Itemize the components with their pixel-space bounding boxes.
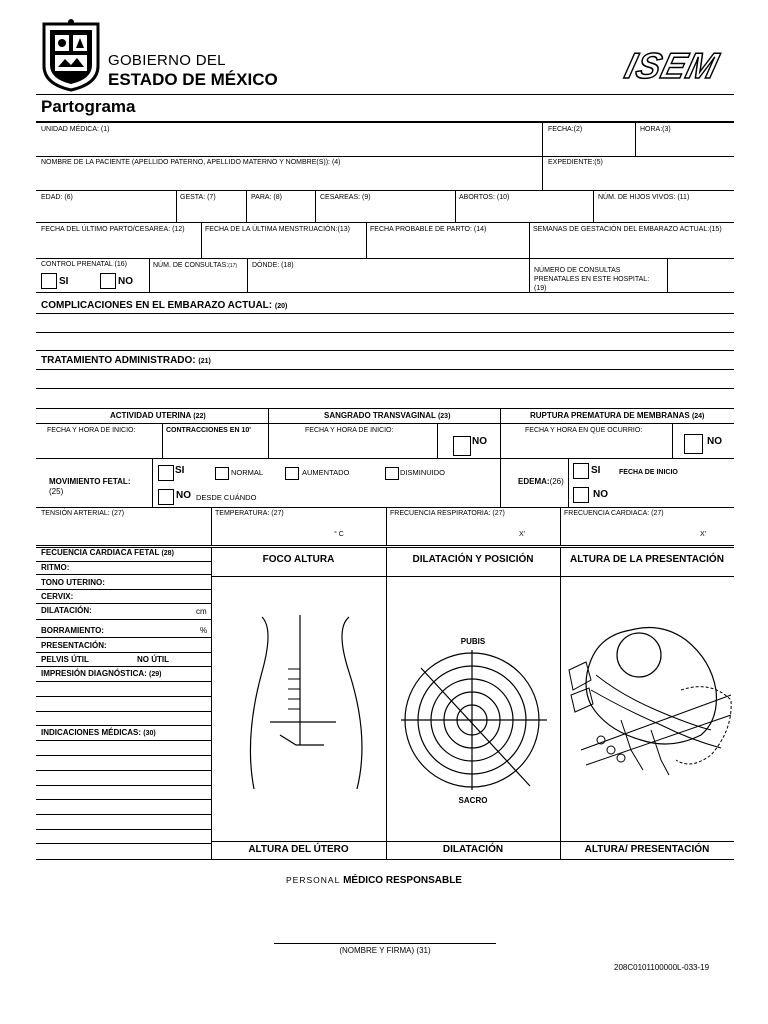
- left-line: [36, 637, 211, 638]
- medico-responsable-heading: [286, 875, 462, 886]
- col-line: [560, 507, 561, 545]
- field-consultas-hospital-1: NÚMERO DE CONSULTAS: [534, 267, 621, 274]
- complicaciones-label: COMPLICACIONES EN EL EMBARAZO ACTUAL:: [41, 300, 273, 311]
- left-line: [36, 652, 211, 653]
- left-line[interactable]: [36, 755, 211, 756]
- movimiento-fetal-ref: (25): [49, 487, 64, 496]
- field-fecha-hora-inicio-actividad[interactable]: FECHA Y HORA DE INICIO:: [47, 427, 136, 434]
- row-line: [36, 156, 734, 157]
- sangrado-no-checkbox[interactable]: [453, 436, 471, 456]
- field-temperatura[interactable]: TEMPERATURA: (27): [215, 510, 284, 517]
- col-line: [542, 122, 543, 190]
- field-cesareas[interactable]: CESAREAS: (9): [320, 194, 371, 201]
- field-consultas-hospital-2: PRENATALES EN ESTE HOSPITAL:: [534, 276, 650, 283]
- sacro-label: SACRO: [458, 796, 488, 805]
- signature-line[interactable]: [274, 943, 496, 944]
- col-line: [162, 423, 163, 458]
- dilatacion-posicion-heading: DILATACIÓN Y POSICIÓN: [412, 554, 534, 565]
- control-prenatal-no-checkbox[interactable]: [100, 273, 116, 289]
- altura-presentacion-heading: ALTURA DE LA PRESENTACIÓN: [570, 554, 724, 565]
- normal-checkbox[interactable]: [215, 467, 229, 480]
- desde-cuando-label[interactable]: DESDE CUÁNDO: [196, 493, 257, 502]
- left-line: [36, 574, 211, 575]
- field-frecuencia-cardiaca[interactable]: FRECUENCIA CARDIACA: (27): [564, 510, 664, 517]
- num-consultas-label: NÚM. DE CONSULTAS:: [153, 262, 229, 269]
- left-line: [36, 561, 211, 562]
- field-tension-arterial[interactable]: TENSIÓN ARTERIAL: (27): [41, 510, 125, 517]
- dilatacion-label[interactable]: DILATACIÓN:: [41, 606, 92, 615]
- header-rule: [36, 94, 734, 95]
- field-donde[interactable]: DÓNDE: (18): [252, 262, 294, 269]
- aumentado-checkbox[interactable]: [285, 467, 299, 480]
- field-fecha[interactable]: FECHA:(2): [548, 126, 583, 133]
- sangrado-heading: [324, 411, 450, 422]
- aumentado-label: AUMENTADO: [302, 468, 350, 477]
- col-line: [211, 507, 212, 545]
- field-expediente[interactable]: EXPEDIENTE:(5): [548, 159, 603, 166]
- edema-si-label: SI: [591, 465, 601, 476]
- col-line: [366, 222, 367, 258]
- field-abortos[interactable]: ABORTOS: (10): [459, 194, 510, 201]
- write-line[interactable]: [36, 350, 734, 351]
- sangrado-ref: (23): [437, 413, 451, 420]
- movimiento-fetal-label: MOVIMIENTO FETAL:: [49, 477, 131, 486]
- control-prenatal-si-label: SI: [59, 276, 69, 287]
- row-line: [36, 292, 734, 293]
- form-code: 208C0101100000L-033-19: [614, 963, 710, 972]
- dilatation-position-diagram[interactable]: [387, 648, 559, 793]
- field-num-consultas[interactable]: [153, 261, 237, 271]
- disminuido-label: DISMINUIDO: [400, 468, 445, 477]
- gov-name-line1: GOBIERNO DEL: [108, 52, 226, 69]
- field-consultas-hospital-3[interactable]: (19): [534, 285, 547, 292]
- tratamiento-label: TRATAMIENTO ADMINISTRADO:: [41, 355, 196, 366]
- left-line[interactable]: [36, 829, 211, 830]
- edema-label: EDEMA:: [518, 477, 550, 486]
- field-contracciones[interactable]: CONTRACCIONES EN 10': [166, 427, 251, 434]
- write-line[interactable]: [36, 369, 734, 370]
- edema-heading: [518, 477, 564, 487]
- per-minute-unit: X': [700, 531, 707, 538]
- ruptura-label: RUPTURA PREMATURA DE MEMBRANAS: [530, 411, 690, 420]
- col-line: [529, 222, 530, 258]
- actividad-uterina-label: ACTIVIDAD UTERINA: [110, 411, 192, 420]
- impresion-label: IMPRESIÓN DIAGNÓSTICA:: [41, 669, 147, 678]
- celsius-unit: ° C: [334, 531, 344, 538]
- movimiento-no-checkbox[interactable]: [158, 489, 174, 505]
- borramiento-unit: %: [200, 626, 208, 635]
- uterus-height-diagram[interactable]: [212, 577, 385, 840]
- left-line[interactable]: [36, 711, 211, 712]
- col-line: [268, 408, 269, 458]
- fcf-label: FECUENCIA CARDIACA FETAL: [41, 548, 160, 557]
- col-line: [386, 507, 387, 545]
- edema-ref: (26): [549, 477, 564, 486]
- movimiento-si-label: SI: [175, 465, 185, 476]
- edema-no-label: NO: [593, 489, 608, 500]
- complicaciones-heading: [41, 300, 287, 311]
- row-line: [211, 841, 734, 842]
- left-line: [36, 666, 211, 667]
- state-crest: [40, 18, 102, 92]
- impresion-heading[interactable]: [41, 669, 161, 680]
- left-line[interactable]: [36, 725, 211, 726]
- left-line: [36, 740, 211, 741]
- left-line: [36, 603, 211, 604]
- cervix-label[interactable]: CERVIX:: [41, 592, 74, 601]
- ruptura-ref: (24): [691, 413, 705, 420]
- dilatacion-unit: cm: [196, 607, 207, 616]
- field-probable-parto[interactable]: FECHA PROBABLE DE PARTO: (14): [370, 226, 487, 233]
- write-line[interactable]: [36, 388, 734, 389]
- row-line: [36, 423, 734, 424]
- field-edad[interactable]: EDAD: (6): [41, 194, 73, 201]
- ruptura-heading: [530, 411, 704, 422]
- movimiento-no-label: NO: [176, 490, 191, 501]
- impresion-ref: (29): [149, 671, 162, 678]
- actividad-uterina-ref: (22): [193, 413, 206, 420]
- col-line: [315, 190, 316, 222]
- pubis-label: PUBIS: [460, 637, 486, 646]
- foco-altura-heading: FOCO ALTURA: [262, 554, 335, 565]
- indicaciones-label: INDICACIONES MÉDICAS:: [41, 728, 142, 737]
- col-line: [667, 258, 668, 292]
- col-line: [201, 222, 202, 258]
- title-rule: [36, 121, 734, 123]
- field-hora[interactable]: HORA:(3): [640, 126, 671, 133]
- nombre-firma-text: (NOMBRE Y FIRMA): [339, 946, 415, 955]
- indicaciones-heading[interactable]: [41, 728, 156, 739]
- medico-responsable-label: MÉDICO RESPONSABLE: [343, 875, 462, 886]
- tratamiento-heading: [41, 355, 211, 366]
- col-line: [593, 190, 594, 222]
- left-line[interactable]: [36, 696, 211, 697]
- dilatacion-caption: DILATACIÓN: [442, 844, 504, 855]
- num-consultas-ref: (17): [228, 263, 238, 269]
- tratamiento-ref: (21): [198, 358, 211, 365]
- borramiento-label[interactable]: BORRAMIENTO:: [41, 626, 104, 635]
- edema-fecha-inicio-label[interactable]: FECHA DE INICIO: [619, 469, 678, 476]
- indicaciones-ref: (30): [143, 730, 156, 737]
- field-control-prenatal: CONTROL PRENATAL (16): [41, 261, 127, 268]
- row-line: [36, 545, 734, 546]
- tono-uterino-label[interactable]: TONO UTERINO:: [41, 578, 105, 587]
- col-line: [529, 258, 530, 292]
- write-line[interactable]: [36, 332, 734, 333]
- ruptura-no-checkbox[interactable]: [684, 434, 703, 454]
- field-para[interactable]: PARA: (8): [251, 194, 282, 201]
- no-util-label[interactable]: NO ÚTIL: [137, 655, 169, 664]
- row-line: [36, 859, 734, 860]
- col-line: [246, 190, 247, 222]
- control-prenatal-no-label: NO: [118, 276, 133, 287]
- field-ultima-menstruacion[interactable]: FECHA DE LA ÚLTIMA MENSTRUACIÓN:(13): [205, 226, 350, 233]
- left-line[interactable]: [36, 843, 211, 844]
- nombre-firma-label: [274, 946, 496, 955]
- col-line: [176, 190, 177, 222]
- left-line: [36, 681, 211, 682]
- ruptura-no-label: NO: [707, 436, 722, 447]
- row-line: [36, 222, 734, 223]
- field-semanas-gestacion[interactable]: SEMANAS DE GESTACIÓN DEL EMBARAZO ACTUAL:(15): [533, 226, 722, 233]
- isem-logo: ISEM: [621, 45, 724, 86]
- altura-presentacion-caption: ALTURA/ PRESENTACIÓN: [584, 844, 710, 855]
- field-frecuencia-respiratoria[interactable]: FRECUENCIA RESPIRATORIA: (27): [390, 510, 505, 517]
- col-line: [152, 458, 153, 507]
- fcf-ref: (28): [161, 550, 174, 557]
- per-minute-unit: X': [519, 531, 526, 538]
- form-title: Partograma: [41, 97, 136, 116]
- left-line: [36, 589, 211, 590]
- left-line[interactable]: [36, 770, 211, 771]
- field-unidad-medica[interactable]: UNIDAD MÉDICA: (1): [41, 126, 110, 133]
- movimiento-si-checkbox[interactable]: [158, 465, 174, 481]
- col-line: [500, 408, 501, 507]
- nombre-firma-ref: (31): [416, 946, 431, 955]
- edema-no-checkbox[interactable]: [573, 487, 589, 503]
- row-line: [36, 258, 734, 259]
- col-line: [568, 458, 569, 507]
- disminuido-checkbox[interactable]: [385, 467, 399, 480]
- presentation-height-diagram[interactable]: [561, 600, 733, 800]
- field-ultimo-parto[interactable]: FECHA DEL ÚLTIMO PARTO/CESAREA: (12): [41, 226, 185, 233]
- presentacion-label[interactable]: PRESENTACIÓN:: [41, 641, 107, 650]
- ritmo-label[interactable]: RITMO:: [41, 563, 70, 572]
- left-line[interactable]: [36, 785, 211, 786]
- left-line[interactable]: [36, 799, 211, 800]
- control-prenatal-si-checkbox[interactable]: [41, 273, 57, 289]
- fcf-heading[interactable]: [41, 548, 174, 559]
- normal-label: NORMAL: [231, 468, 264, 477]
- altura-utero-caption: ALTURA DEL ÚTERO: [248, 844, 349, 855]
- col-line: [672, 423, 673, 458]
- left-line[interactable]: [36, 814, 211, 815]
- row-line: [36, 507, 734, 508]
- field-hijos-vivos[interactable]: NÚM. DE HIJOS VIVOS: (11): [598, 194, 690, 201]
- sangrado-no-label: NO: [472, 436, 487, 447]
- field-fecha-hora-ocurrio[interactable]: FECHA Y HORA EN QUE OCURRIO:: [525, 427, 643, 434]
- sangrado-label: SANGRADO TRANSVAGINAL: [324, 411, 436, 420]
- col-line: [437, 423, 438, 458]
- edema-si-checkbox[interactable]: [573, 463, 589, 479]
- field-nombre-paciente[interactable]: NOMBRE DE LA PACIENTE (APELLIDO PATERNO, APELLIDO MATERNO Y NOMBRE(S)): (4): [41, 159, 341, 166]
- col-line: [149, 258, 150, 292]
- personal-label: PERSONAL: [286, 875, 341, 885]
- row-line: [36, 458, 734, 459]
- col-line: [247, 258, 248, 292]
- col-line: [455, 190, 456, 222]
- left-line: [36, 619, 211, 620]
- actividad-uterina-heading: [110, 411, 206, 422]
- write-line[interactable]: [36, 313, 734, 314]
- gov-name-line2: ESTADO DE MÉXICO: [108, 70, 278, 89]
- pelvis-util-label[interactable]: PELVIS ÚTIL: [41, 655, 89, 664]
- row-line: [36, 408, 734, 409]
- field-fecha-hora-inicio-sangrado[interactable]: FECHA Y HORA DE INICIO:: [305, 427, 394, 434]
- row-line: [36, 190, 734, 191]
- complicaciones-ref: (20): [274, 303, 288, 310]
- col-line: [635, 122, 636, 156]
- field-gesta[interactable]: GESTA: (7): [180, 194, 216, 201]
